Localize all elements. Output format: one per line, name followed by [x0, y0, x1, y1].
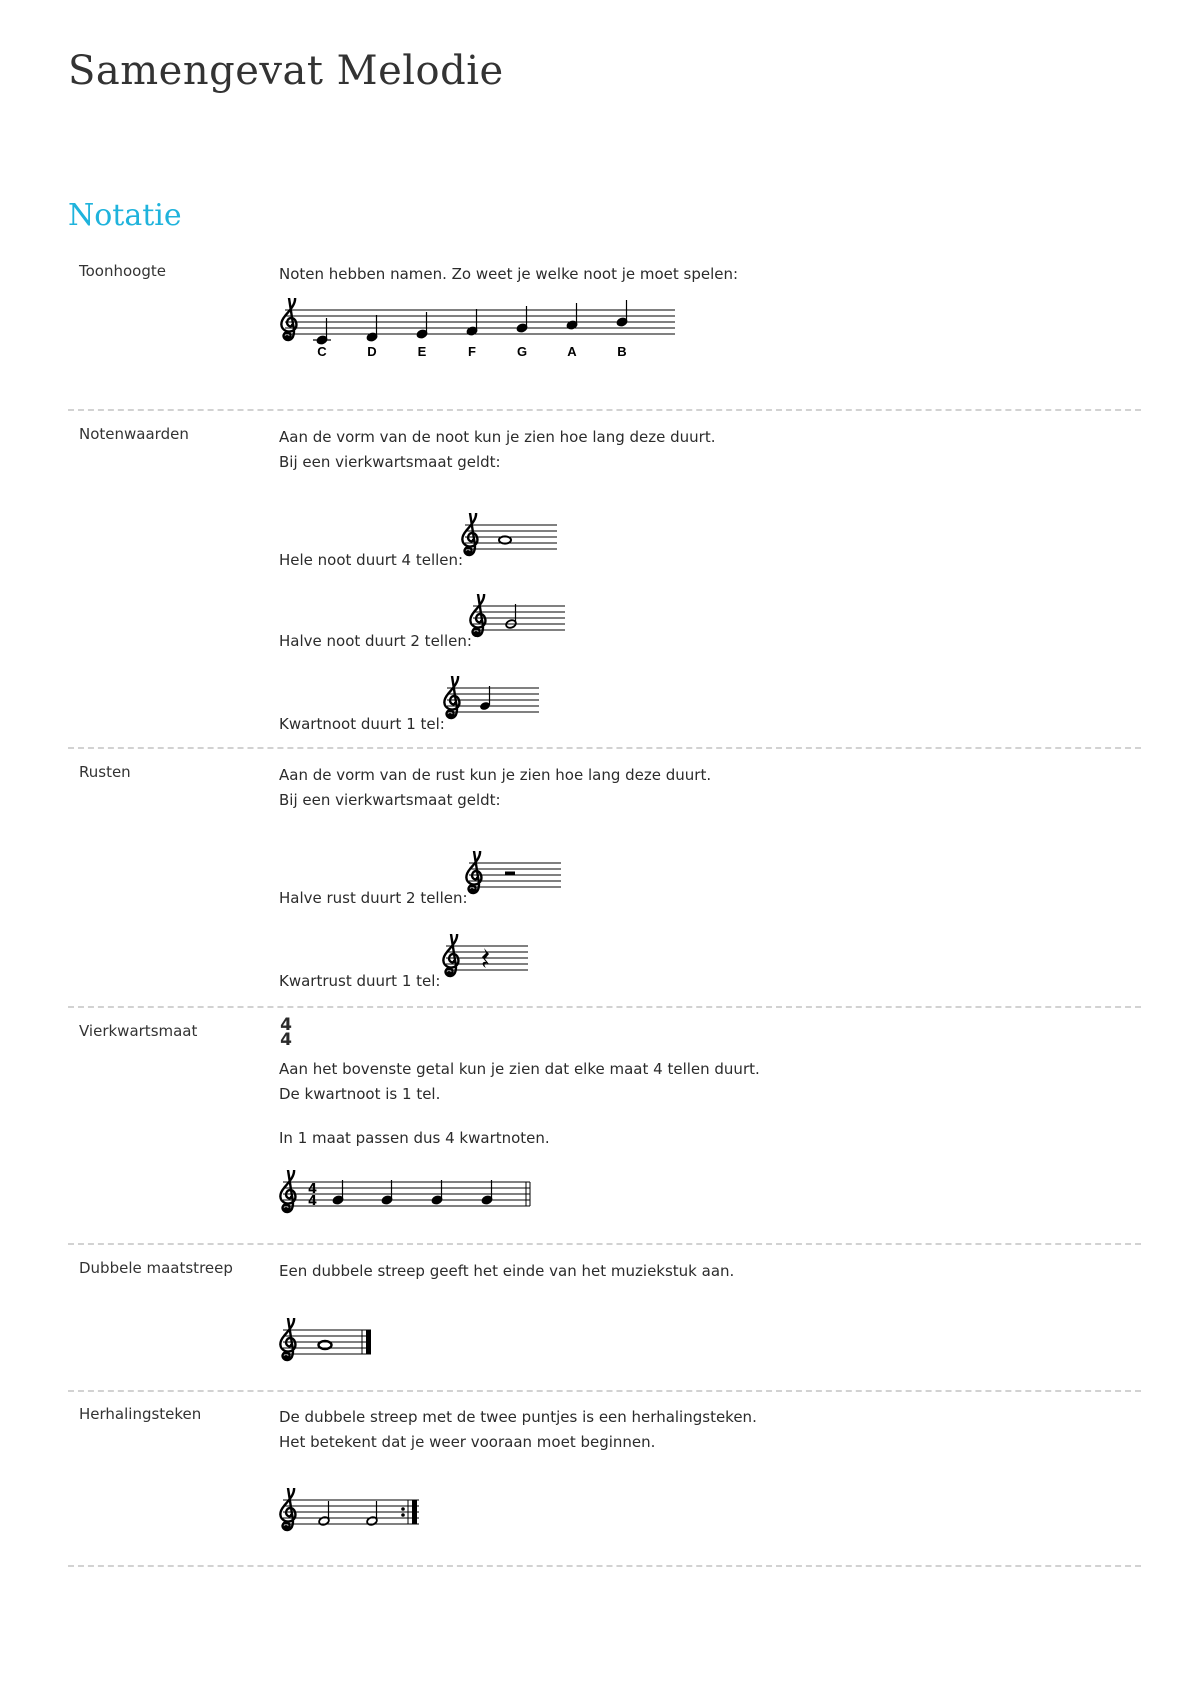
row-content-dubbele	[279, 1259, 1119, 1284]
divider	[68, 1565, 1141, 1567]
dubbele-text: Een dubbele streep geeft het einde van het muziekstuk aan.	[279, 1262, 735, 1280]
herhaling-line2: Het betekent dat je weer vooraan moet beginnen.	[279, 1433, 656, 1451]
svg-text:4: 4	[308, 1182, 318, 1197]
row-label-notenwaarden: Notenwaarden	[79, 425, 189, 443]
item-hele-noot	[279, 548, 463, 573]
note-name-b: B	[617, 344, 627, 359]
halve-rust-text: Halve rust duurt 2 tellen:	[279, 889, 468, 907]
note-name-d: D	[367, 344, 377, 359]
row-content-notenwaarden	[279, 425, 1119, 733]
row-content-rusten	[279, 763, 1119, 990]
kwartnoot-text: Kwartnoot duurt 1 tel:	[279, 715, 445, 733]
rusten-line1: Aan de vorm van de rust kun je zien hoe lang deze duurt.	[279, 766, 712, 784]
row-label-vierkwartsmaat: Vierkwartsmaat	[79, 1022, 198, 1040]
staff-kwartrust	[442, 934, 532, 992]
time-signature-bottom: 4	[280, 1030, 292, 1050]
staff-note-names	[279, 298, 689, 366]
staff-halve-rust	[465, 851, 565, 909]
row-label-rusten: Rusten	[79, 763, 131, 781]
note-name-c: C	[317, 344, 327, 359]
toonhoogte-text: Noten hebben namen. Zo weet je welke noot je moet spelen:	[279, 265, 739, 283]
divider	[68, 1243, 1141, 1245]
item-kwartnoot	[279, 712, 445, 737]
divider	[68, 1006, 1141, 1008]
time-signature	[279, 1015, 293, 1050]
rusten-line2: Bij een vierkwartsmaat geldt:	[279, 791, 501, 809]
note-name-f: F	[468, 344, 476, 359]
item-halve-rust	[279, 886, 468, 911]
item-kwartrust	[279, 969, 440, 994]
divider	[68, 747, 1141, 749]
row-content-toonhoogte	[279, 262, 1119, 359]
row-label-herhaling: Herhalingsteken	[79, 1405, 202, 1423]
staff-vierkwartsmaat	[279, 1170, 539, 1228]
section-title: Notatie	[68, 198, 182, 233]
note-name-a: A	[567, 344, 577, 359]
halve-noot-text: Halve noot duurt 2 tellen:	[279, 632, 472, 650]
note-name-g: G	[516, 344, 528, 359]
note-name-e: E	[417, 344, 427, 359]
page-title: Samengevat Melodie	[68, 48, 504, 94]
row-label-dubbele: Dubbele maatstreep	[79, 1259, 233, 1277]
vierkwartsmaat-line2: De kwartnoot is 1 tel.	[279, 1085, 441, 1103]
item-halve-noot	[279, 629, 472, 654]
staff-herhalingsteken	[279, 1488, 429, 1546]
notenwaarden-line1: Aan de vorm van de noot kun je zien hoe lang deze duurt.	[279, 428, 716, 446]
hele-noot-text: Hele noot duurt 4 tellen:	[279, 551, 464, 569]
divider	[68, 409, 1141, 411]
herhaling-line1: De dubbele streep met de twee puntjes is een herhalingsteken.	[279, 1408, 757, 1426]
row-content-herhaling	[279, 1405, 1119, 1455]
vierkwartsmaat-line1: Aan het bovenste getal kun je zien dat elke maat 4 tellen duurt.	[279, 1060, 760, 1078]
staff-dubbele-maatstreep	[279, 1318, 379, 1376]
svg-text:4: 4	[308, 1194, 318, 1209]
divider	[68, 1390, 1141, 1392]
staff-hele-noot	[461, 513, 561, 571]
vierkwartsmaat-line3: In 1 maat passen dus 4 kwartnoten.	[279, 1129, 550, 1147]
row-label-toonhoogte: Toonhoogte	[79, 262, 166, 280]
staff-kwartnoot	[443, 676, 543, 734]
staff-halve-noot	[469, 594, 569, 652]
notenwaarden-line2: Bij een vierkwartsmaat geldt:	[279, 453, 501, 471]
time-signature-top: 4	[280, 1015, 292, 1035]
kwartrust-text: Kwartrust duurt 1 tel:	[279, 972, 441, 990]
